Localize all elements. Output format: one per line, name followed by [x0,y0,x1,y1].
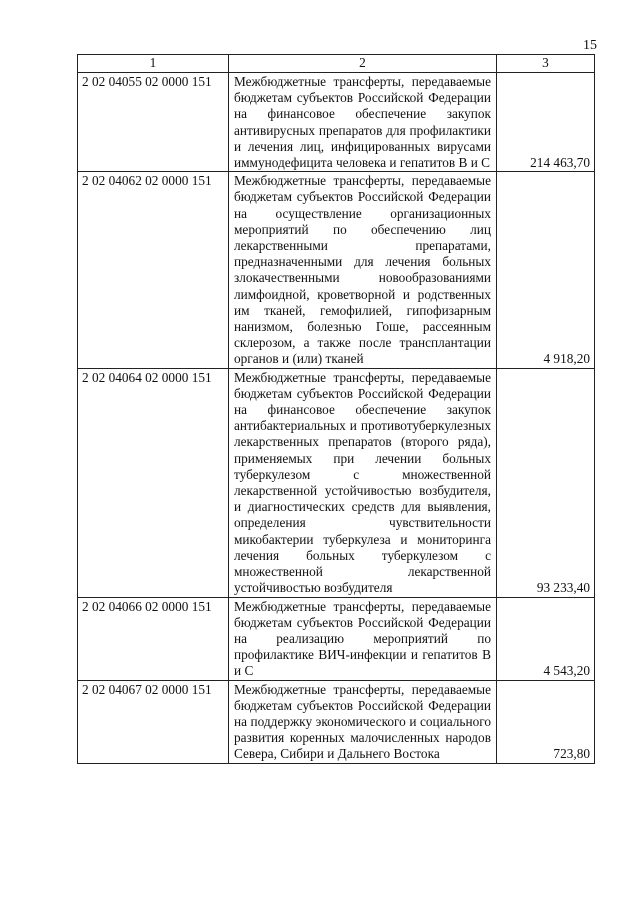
amount-cell: 93 233,40 [497,368,595,597]
header-row [78,55,595,73]
table-row [78,73,595,172]
page-number: 15 [583,38,597,53]
column-header-description: 2 [229,55,497,73]
description-cell: Межбюджетные трансферты, передаваемые бюджетам субъектов Российской Федерации на финансовое обеспечение закупок антивирусных препаратов для профилактики и лечения лиц, инфицированных вирусами иммунодефицита человека и гепатитов В и С [229,73,497,172]
budget-table [77,54,595,764]
amount-cell: 4 918,20 [497,172,595,368]
column-header-amount: 3 [497,55,595,73]
table-row [78,597,595,680]
amount-cell: 4 543,20 [497,597,595,680]
description-cell: Межбюджетные трансферты, передаваемые бюджетам субъектов Российской Федерации на поддержку экономического и социального развития коренных малочисленных народов Севера, Сибири и Дальнего Востока [229,680,497,763]
budget-code-cell: 2 02 04062 02 0000 151 [78,172,229,368]
budget-code-cell: 2 02 04067 02 0000 151 [78,680,229,763]
column-header-code: 1 [78,55,229,73]
amount-cell: 214 463,70 [497,73,595,172]
table-row [78,368,595,597]
budget-code-cell: 2 02 04055 02 0000 151 [78,73,229,172]
table-row [78,172,595,368]
budget-code-cell: 2 02 04066 02 0000 151 [78,597,229,680]
description-cell: Межбюджетные трансферты, передаваемые бюджетам субъектов Российской Федерации на осуществление организационных мероприятий по обеспечению лиц лекарственными препаратами, предназначенными для лечения больных злокачественными новообразованиями лимфоидной, кроветворной и родственных им тканей, гемофилией, гипофизарным нанизмом, болезнью Гоше, рассеянным склерозом, а также после трансплантации органов и (или) тканей [229,172,497,368]
description-cell: Межбюджетные трансферты, передаваемые бюджетам субъектов Российской Федерации на реализацию мероприятий по профилактике ВИЧ-инфекции и гепатитов В и С [229,597,497,680]
table-row [78,680,595,763]
budget-code-cell: 2 02 04064 02 0000 151 [78,368,229,597]
description-cell: Межбюджетные трансферты, передаваемые бюджетам субъектов Российской Федерации на финансовое обеспечение закупок антибактериальных и противотуберкулезных лекарственных препаратов (второго ряда), применяемых при лечении больных туберкулезом с множественной лекарственной устойчивостью возбудителя, и диагностических средств для выявления, определения чувствительности микобактерии туберкулеза и мониторинга лечения больных туберкулезом с множественной лекарственной устойчивостью возбудителя [229,368,497,597]
amount-cell: 723,80 [497,680,595,763]
